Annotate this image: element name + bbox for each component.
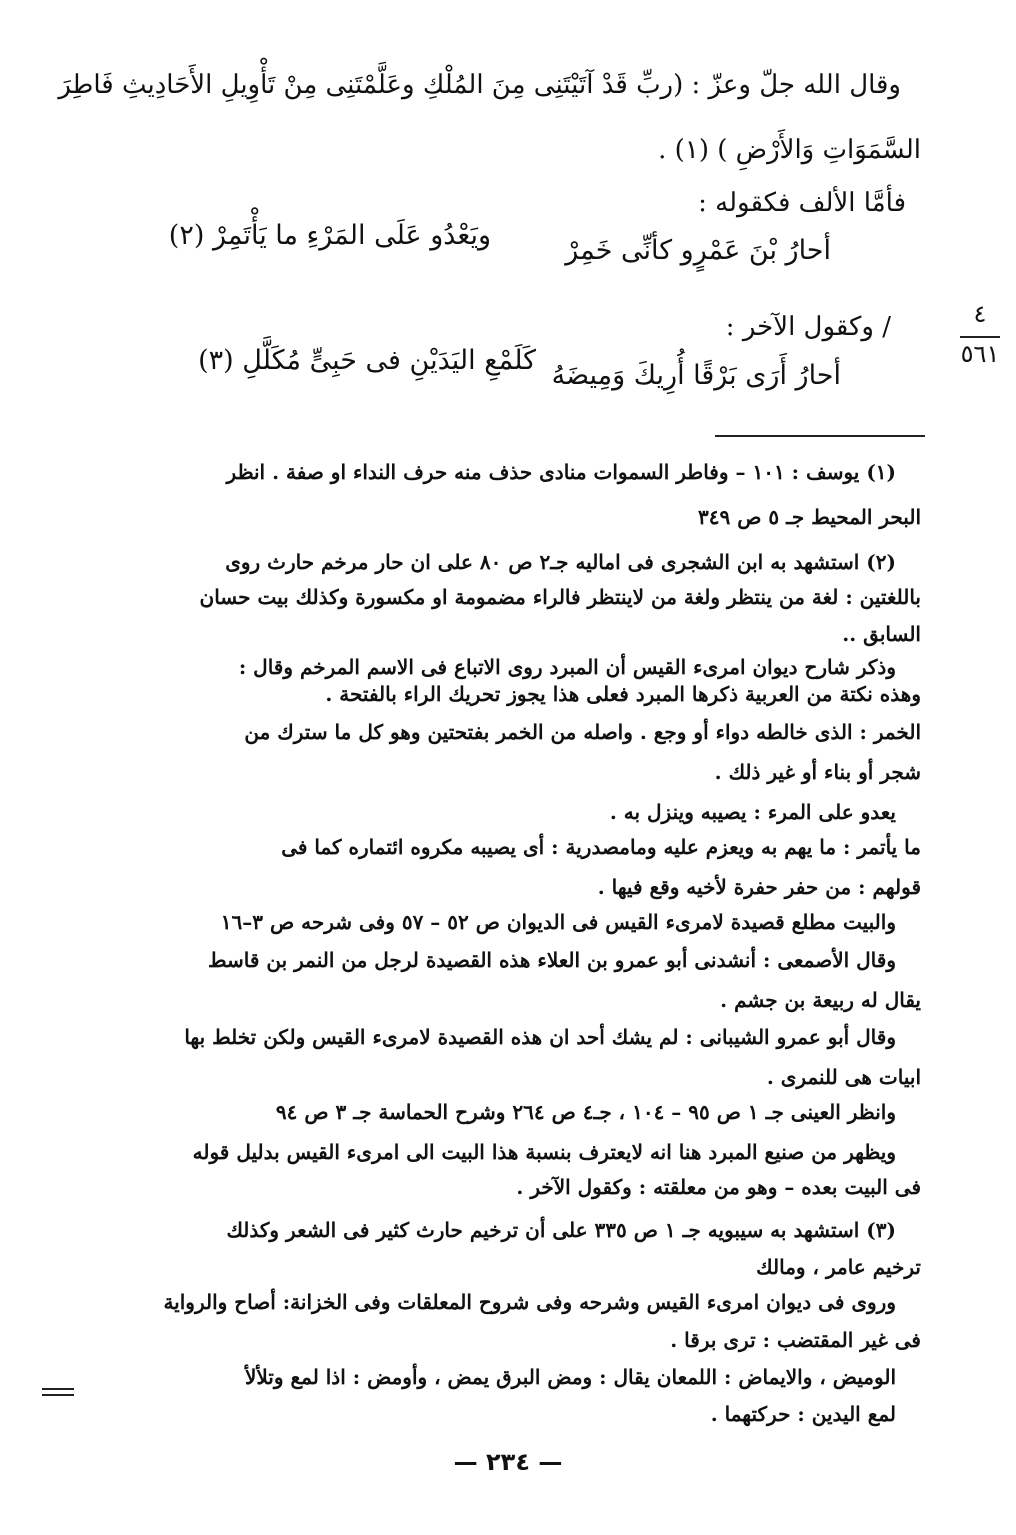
quran-quote-line-1: وقال الله جلّ وعزّ : (ربِّ قَدْ آتَيْتَنِى مِنَ المُلْكِ وعَلَّمْتَنِى مِنْ تَأْوِيلِ الأَحَادِيثِ فَاطِرَ (58, 70, 901, 100)
footnote-2-line-8: يعدو على المرء : يصيبه وينزل به . (609, 800, 896, 824)
footnote-2-line-1: (٢) استشهد به ابن الشجرى فى اماليه جـ٢ ص ٨٠ على ان حار مرخم حارث روى (225, 550, 896, 574)
alif-intro: فأمَّا الألف فكقوله : (698, 188, 906, 218)
footnote-2-line-6: الخمر : الذى خالطه دواء أو وجع . واصله من الخمر بفتحتين وهو كل ما سترك من (244, 720, 921, 744)
verse-1-first-hemistich: أحارُ بْنَ عَمْرٍو كأنِّى خَمِرْ (565, 235, 831, 266)
footnote-2-line-16: وانظر العينى جـ ١ ص ٩٥ – ١٠٤ ، جـ٤ ص ٢٦٤ وشرح الحماسة جـ ٣ ص ٩٤ (275, 1100, 896, 1124)
footnote-2-line-17: ويظهر من صنيع المبرد هنا انه لايعترف بنسبة هذا البيت الى امرىء القيس بدليل قوله (192, 1140, 896, 1164)
page-number: — ٢٣٤ — (453, 1448, 563, 1476)
footnote-2-line-9: ما يأتمر : ما يهم به ويعزم عليه ومامصدرية : أى يصيبه مكروه ائتماره كما فى (281, 835, 921, 859)
verse-2-first-hemistich: أحارُ أَرَى بَرْقًا أُرِيكَ وَمِيضَهُ (551, 360, 841, 391)
footnote-3-line-4: فى غير المقتضب : ترى برقا . (670, 1328, 921, 1352)
footnote-3-line-3: وروى فى ديوان امرىء القيس وشرحه وفى شروح المعلقات وفى الخزانة: أصاح والرواية (163, 1290, 896, 1314)
footnote-2-line-15: ابيات هى للنمرى . (766, 1065, 921, 1089)
margin-reference-bottom: ٥٦١ (960, 340, 1000, 368)
footnote-3-line-2: ترخيم عامر ، ومالك (756, 1255, 921, 1279)
footnote-2-line-4: وذكر شارح ديوان امرىء القيس أن المبرد روى الاتباع فى الاسم المرخم وقال : (238, 655, 896, 679)
footnote-3-line-1: (٣) استشهد به سيبويه جـ ١ ص ٣٣٥ على أن ترخيم حارث كثير فى الشعر وكذلك (226, 1218, 896, 1242)
other-poet-intro: / وكقول الآخر : (725, 312, 891, 342)
margin-mark (42, 1388, 74, 1396)
footnote-2-line-13: يقال له ربيعة بن جشم . (720, 988, 921, 1012)
footnote-2-line-3: السابق .. (842, 622, 921, 646)
footnote-2-line-18: فى البيت بعده – وهو من معلقته : وكقول الآخر . (516, 1175, 921, 1199)
quran-quote-line-2: السَّمَوَاتِ وَالأَرْضِ ) (١) . (658, 135, 921, 165)
verse-1-second-hemistich: ويَعْدُو عَلَى المَرْءِ ما يَأْتَمِرْ (٢) (168, 220, 491, 251)
footnote-3-line-5: الوميض ، والايماض : اللمعان يقال : ومض البرق يمض ، وأومض : اذا لمع وتلألأ (244, 1365, 896, 1389)
footnote-2-line-5: وهذه نكتة من العربية ذكرها المبرد فعلى هذا يجوز تحريك الراء بالفتحة . (325, 682, 921, 706)
footnote-2-line-12: وقال الأصمعى : أنشدنى أبو عمرو بن العلاء هذه القصيدة لرجل من النمر بن قاسط (208, 948, 896, 972)
footnote-2-line-2: باللغتين : لغة من ينتظر ولغة من لاينتظر فالراء مضمومة او مكسورة وكذلك بيت حسان (199, 585, 921, 609)
footnote-1-line-2: البحر المحيط جـ ٥ ص ٣٤٩ (698, 505, 921, 529)
verse-2-second-hemistich: كَلَمْعِ اليَدَيْنِ فى حَبِىٍّ مُكَلَّلِ (٣) (198, 345, 536, 376)
footnote-2-line-14: وقال أبو عمرو الشيبانى : لم يشك أحد ان هذه القصيدة لامرىء القيس ولكن تخلط بها (184, 1025, 896, 1049)
footnote-2-line-11: والبيت مطلع قصيدة لامرىء القيس فى الديوان ص ٥٢ – ٥٧ وفى شرحه ص ٣–١٦ (220, 910, 896, 934)
footnote-separator (715, 435, 925, 437)
footnote-1-line-1: (١) يوسف : ١٠١ – وفاطر السموات منادى حذف منه حرف النداء او صفة . انظر (226, 460, 896, 484)
margin-reference-bar (960, 336, 1000, 338)
margin-reference-top: ٤ (973, 300, 987, 328)
footnote-2-line-10: قولهم : من حفر حفرة لأخيه وقع فيها . (597, 875, 921, 899)
footnote-2-line-7: شجر أو بناء أو غير ذلك . (714, 760, 921, 784)
footnote-3-line-6: لمع اليدين : حركتهما . (710, 1402, 896, 1426)
